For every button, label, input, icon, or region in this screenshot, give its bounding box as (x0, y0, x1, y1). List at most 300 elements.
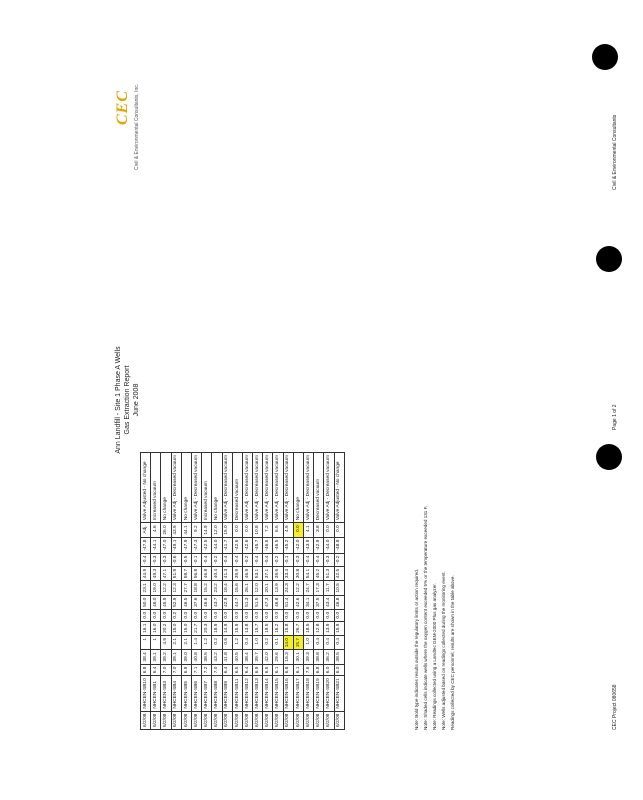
table-cell-e: 0.0 (232, 609, 242, 621)
table-cell-comment: Valve Adj - Decreased vacuum (263, 453, 273, 523)
table-cell-c: 0.4 (324, 635, 334, 649)
table-cell-h: 42.5 (334, 566, 344, 580)
table-cell-well: NHCEN-SB16 (283, 676, 293, 711)
table-cell-i: -0.4 (314, 553, 324, 566)
table-cell-e: 0.0 (283, 609, 293, 621)
table-cell-well: NHCEN-SB13 (253, 676, 263, 711)
table-cell-b: 39.0 (181, 650, 191, 664)
table-cell-h: 47.1 (161, 566, 171, 580)
table-cell-date: 6/2/08 (202, 711, 212, 729)
notes-section (412, 130, 457, 730)
table-cell-d: 12.8 (314, 621, 324, 635)
table-cell-j: -47.9 (181, 537, 191, 553)
table-cell-i: -0.5 (181, 553, 191, 566)
table-cell-i: -0.2 (212, 553, 222, 566)
table-cell-date: 6/2/08 (273, 711, 283, 729)
table-cell-k: Adj. (141, 523, 151, 537)
table-cell-c: 1 (151, 635, 161, 649)
table-cell-a: 6.8 (283, 664, 293, 676)
table-cell-i: -0.1 (191, 553, 201, 566)
table-cell-a: 6.9 (253, 664, 263, 676)
table-cell-b: 40.5 (232, 650, 242, 664)
table-cell-j: -44.0 (212, 537, 222, 553)
footer-project: CEC Project 080658 (612, 684, 618, 730)
table-cell-e: 0.0 (314, 609, 324, 621)
table-cell-e: 0.0 (151, 609, 161, 621)
table-cell-k: 0.0 (293, 523, 303, 537)
table-cell-b: 36.2 (324, 650, 334, 664)
note-line: Note: Bold type indicates results outside the regulatory limits or action required. (414, 568, 419, 730)
table-cell-f: 46.0 (151, 595, 161, 609)
table-cell-date: 6/2/08 (293, 711, 303, 729)
table-cell-e: 0.0 (161, 609, 171, 621)
rotated-document-page (112, 83, 632, 730)
table-cell-a: 6.0 (324, 664, 334, 676)
table-cell-e: 0.2 (171, 609, 181, 621)
table-cell-f: 37.5 (314, 595, 324, 609)
table-cell-well: NHCEN-SB5 (181, 676, 191, 711)
table-cell-comment: Valve Adj - Decreased vacuum (171, 453, 181, 523)
table-cell-e: 0.0 (191, 609, 201, 621)
table-cell-j: -47.3 (191, 537, 201, 553)
table-cell-i: -0.3 (161, 553, 171, 566)
table-cell-a: 6.9 (181, 664, 191, 676)
table-cell-b: 39.7 (253, 650, 263, 664)
table-cell-comment: Valve Adj - Decreased vacuum (191, 453, 201, 523)
table-cell-comment: No change (181, 453, 191, 523)
table-cell-g: 24.7 (304, 581, 314, 595)
table-cell-j: -47.8 (141, 537, 151, 553)
table-cell-j: -42.0 (293, 537, 303, 553)
table-cell-f: 47.3 (263, 595, 273, 609)
table-cell-g: 23.2 (212, 581, 222, 595)
table-cell-date: 6/2/08 (324, 711, 334, 729)
table-cell-d: 19.5 (263, 621, 273, 635)
table-cell-j: -49.1 (171, 537, 181, 553)
table-cell-well: NHCEN-SB14 (263, 676, 273, 711)
table-cell-date: 6/2/08 (161, 711, 171, 729)
table-cell-j: -42.6 (242, 537, 252, 553)
table-cell-b: 40.8 (191, 650, 201, 664)
table-cell-h: 40.4 (212, 566, 222, 580)
table-cell-j: -43.9 (304, 537, 314, 553)
table-cell-d: 20.2 (161, 621, 171, 635)
table-cell-comment: No change (161, 453, 171, 523)
table-cell-d: 16.1 (141, 621, 151, 635)
table-cell-h: 37.1 (263, 566, 273, 580)
table-row (334, 453, 344, 730)
table-cell-f: 46.5 (181, 595, 191, 609)
table-row (222, 453, 232, 730)
table-cell-i: -0.4 (304, 553, 314, 566)
table-cell-j: -44.1 (151, 537, 161, 553)
table-cell-date: 6/2/08 (141, 711, 151, 729)
table-cell-g: 23.1 (141, 581, 151, 595)
table-row (324, 453, 334, 730)
table-cell-a: 7.6 (304, 664, 314, 676)
footer-company: Civil & Environmental Consultants (612, 114, 618, 190)
table-cell-c: 15.7 (293, 635, 303, 649)
table-cell-d: 16.2 (273, 621, 283, 635)
table-cell-b: 38.5 (334, 650, 344, 664)
table-cell-c: 0.1 (273, 635, 283, 649)
table-cell-comment: Decreased vacuum (232, 453, 242, 523)
table-cell-k: 12.0 (212, 523, 222, 537)
table-cell-f: 44.7 (232, 595, 242, 609)
table-cell-well: NHCEN-SB8 (212, 676, 222, 711)
report-title: Ann Landfill - Site 1 Phase A Wells (115, 346, 122, 454)
table-cell-c: 1.0 (304, 635, 314, 649)
table-cell-k: 0.0 (232, 523, 242, 537)
table-cell-comment: Decreased vacuum (314, 453, 324, 523)
table-cell-j: -46.5 (263, 537, 273, 553)
table-cell-b: 30.1 (293, 650, 303, 664)
table-cell-comment: Valve Adj - Decreased vacuum (283, 453, 293, 523)
table-cell-i: -0.2 (334, 553, 344, 566)
table-cell-j: -42.9 (314, 537, 324, 553)
table-cell-h: 53.1 (253, 566, 263, 580)
table-cell-g: 12.0 (253, 581, 263, 595)
table-cell-comment: Valve Adj - Decreased vacuum (324, 453, 334, 523)
table-row (202, 453, 212, 730)
table-cell-a: 6.4 (222, 664, 232, 676)
table-cell-d: 14.9 (222, 621, 232, 635)
table-cell-date: 6/2/08 (253, 711, 263, 729)
table-cell-d: 18.9 (212, 621, 222, 635)
table-cell-e: 0.0 (202, 609, 212, 621)
table-cell-g: 15.2 (202, 581, 212, 595)
table-cell-a: 6.4 (242, 664, 252, 676)
table-cell-b: 16.3 (283, 650, 293, 664)
table-cell-h: 49.3 (151, 566, 161, 580)
table-cell-comment: Valve Adj - Decreased vacuum (222, 453, 232, 523)
table-cell-f: 46.8 (334, 595, 344, 609)
table-cell-date: 6/2/08 (334, 711, 344, 729)
table-cell-h: 51.9 (171, 566, 181, 580)
note-line: Readings collected by CEC personnel; results are shown in the table above. (450, 575, 455, 730)
table-cell-c: 1 (141, 635, 151, 649)
footer-page-number: Page 1 of 2 (612, 404, 618, 430)
company-logo: CEC (114, 89, 131, 125)
table-cell-d: 18.5 (304, 621, 314, 635)
table-cell-f: 43.7 (212, 595, 222, 609)
table-row (161, 453, 171, 730)
table-cell-c: 4.9 (161, 635, 171, 649)
report-subtitle: Gas Extraction Report (124, 365, 131, 435)
table-cell-date: 6/2/08 (232, 711, 242, 729)
table-cell-date: 6/2/08 (222, 711, 232, 729)
table-cell-g: 10.5 (334, 581, 344, 595)
table-cell-well: NHCEN-SB21 (334, 676, 344, 711)
table-cell-e: 0.0 (334, 609, 344, 621)
table-row (191, 453, 201, 730)
table-cell-f: 52.9 (171, 595, 181, 609)
table-cell-k: 0.0 (242, 523, 252, 537)
table-cell-comment: Valve Adjusted - No change (334, 453, 344, 523)
table-cell-h: 46.9 (242, 566, 252, 580)
table-cell-comment: Valve Adj - Decreased vacuum (242, 453, 252, 523)
report-date: June 2008 (133, 383, 140, 417)
table-cell-comment: Increased vacuum (202, 453, 212, 523)
table-cell-e: 0.0 (141, 609, 151, 621)
table-cell-a: 6.4 (151, 664, 161, 676)
table-cell-d: 15.0 (181, 621, 191, 635)
table-cell-well: NHCEN-SB12 (242, 676, 252, 711)
table-cell-well: NHCEN-SB9 (222, 676, 232, 711)
table-cell-g: 27.7 (181, 581, 191, 595)
table-cell-i: -0.3 (324, 553, 334, 566)
table-cell-comment: No change (212, 453, 222, 523)
table-cell-f: 51.5 (253, 595, 263, 609)
table-cell-h: 30.8 (293, 566, 303, 580)
table-cell-date: 6/2/08 (304, 711, 314, 729)
table-cell-g: 20.1 (263, 581, 273, 595)
table-cell-k: 7.2 (263, 523, 273, 537)
punch-hole (592, 44, 618, 70)
table-cell-d: 20.3 (202, 621, 212, 635)
table-cell-date: 6/2/08 (314, 711, 324, 729)
table-cell-f: 51.4 (283, 595, 293, 609)
table-cell-i: -0.4 (253, 553, 263, 566)
table-cell-k: 14.9 (202, 523, 212, 537)
table-cell-c: 0.4 (314, 635, 324, 649)
table-cell-h: 51.3 (324, 566, 334, 580)
table-cell-comment: Valve Adjusted - No change (141, 453, 151, 523)
table-cell-well: NHCEN-SB1 (151, 676, 161, 711)
table-cell-i: -0.6 (171, 553, 181, 566)
table-cell-date: 6/2/08 (181, 711, 191, 729)
table-cell-b: 39.1 (151, 650, 161, 664)
table-cell-a: 6.8 (314, 664, 324, 676)
table-cell-j: -45.7 (253, 537, 263, 553)
table-cell-k: 4.1 (304, 523, 314, 537)
table-cell-comment: Valve Adj - Decreased vacuum (273, 453, 283, 523)
table-row (141, 453, 151, 730)
table-cell-e: 0.0 (304, 609, 314, 621)
gas-extraction-table (140, 452, 345, 730)
table-cell-i: -0.3 (151, 553, 161, 566)
table-cell-c: 2.1 (181, 635, 191, 649)
table-cell-f: 51.3 (242, 595, 252, 609)
table-cell-k: 26.0 (161, 523, 171, 537)
table-cell-c: 1.4 (191, 635, 201, 649)
table-cell-b: 29.6 (273, 650, 283, 664)
table-cell-f: 46.6 (202, 595, 212, 609)
table-cell-date: 6/2/08 (283, 711, 293, 729)
table-cell-f: 45.9 (161, 595, 171, 609)
table-cell-i: -0.1 (283, 553, 293, 566)
table-cell-d: 13.8 (242, 621, 252, 635)
table-cell-h: 46.8 (202, 566, 212, 580)
table-cell-well: NHCEN-SB7 (202, 676, 212, 711)
table-cell-d: 21.7 (191, 621, 201, 635)
table-cell-e: 0.0 (212, 609, 222, 621)
table-cell-e: 0.0 (242, 609, 252, 621)
table-cell-i: -0.4 (222, 553, 232, 566)
table-cell-c: 1.0 (253, 635, 263, 649)
table-row (151, 453, 161, 730)
table-cell-k: 0.0 (324, 523, 334, 537)
table-row (273, 453, 283, 730)
table-row (293, 453, 303, 730)
table-cell-k: 0.0 (334, 523, 344, 537)
note-line: Note: Wells adjusted based on readings collected during the monitoring event. (441, 571, 446, 730)
table-cell-g: 17.3 (314, 581, 324, 595)
table-cell-b: 43.2 (212, 650, 222, 664)
table-cell-j: -42.5 (202, 537, 212, 553)
table-cell-well: NHCEN-SB15 (273, 676, 283, 711)
table-row (232, 453, 242, 730)
table-cell-well: NHCEN-SB20 (324, 676, 334, 711)
table-cell-g: 16.4 (222, 581, 232, 595)
table-cell-h: 54.1 (304, 566, 314, 580)
note-line: Note: Shaded cells indicate wells where the oxygen content exceeded 5% or the temperature exceeded 131 F. (423, 505, 428, 730)
table-cell-e: 0.0 (324, 609, 334, 621)
table-cell-j: -47.0 (161, 537, 171, 553)
table-cell-b: 39.2 (161, 650, 171, 664)
table-cell-a: 7.1 (191, 664, 201, 676)
table-cell-date: 6/2/08 (242, 711, 252, 729)
table-cell-h: 33.4 (283, 566, 293, 580)
table-cell-f: 42.6 (293, 595, 303, 609)
table-cell-e: 0.0 (263, 609, 273, 621)
table-cell-h: 41.3 (222, 566, 232, 580)
table-cell-a: 7.0 (171, 664, 181, 676)
table-cell-e: 0.0 (181, 609, 191, 621)
table-cell-g: 19.0 (151, 581, 161, 595)
table-cell-h: 39.6 (273, 566, 283, 580)
table-cell-f: 43.4 (324, 595, 334, 609)
table-cell-a: 6.5 (232, 664, 242, 676)
table-cell-h: 44.9 (141, 566, 151, 580)
table-cell-date: 6/2/08 (191, 711, 201, 729)
table-cell-i: -0.3 (293, 553, 303, 566)
table-cell-e: 0.0 (273, 609, 283, 621)
table-cell-d: 15.8 (283, 621, 293, 635)
table-cell-k: 9.2 (191, 523, 201, 537)
table-cell-a: 6.1 (293, 664, 303, 676)
table-cell-g: 26.1 (242, 581, 252, 595)
table-cell-date: 6/2/08 (212, 711, 222, 729)
table-cell-well: NHCEN-SB18 (304, 676, 314, 711)
table-row (283, 453, 293, 730)
table-cell-well: NHCEN-SB19 (314, 676, 324, 711)
table-cell-a: 6.5 (263, 664, 273, 676)
table-cell-a: 6.1 (273, 664, 283, 676)
table-cell-comment: Increased vacuum (151, 453, 161, 523)
table-cell-d: 15.0 (171, 621, 181, 635)
table-cell-b: 39.3 (304, 650, 314, 664)
report-header (114, 310, 141, 490)
table-cell-comment: No change (293, 453, 303, 523)
table-cell-j: -48.8 (334, 537, 344, 553)
table-cell-k: 4.9 (283, 523, 293, 537)
table-cell-a: 6.8 (141, 664, 151, 676)
table-cell-b: 41.8 (222, 650, 232, 664)
table-cell-f: 34.1 (304, 595, 314, 609)
table-cell-comment: Valve Adj - Decreased vacuum (253, 453, 263, 523)
table-cell-h: 56.8 (191, 566, 201, 580)
table-cell-well: NHCEN-SB3 (161, 676, 171, 711)
table-cell-a: 7.2 (202, 664, 212, 676)
table-cell-well: NHCEN-SB10 (141, 676, 151, 711)
table-cell-g: 24.3 (283, 581, 293, 595)
table-cell-c: 0.6 (222, 635, 232, 649)
table-cell-k: 4.6 (151, 523, 161, 537)
table-cell-k: 10.8 (253, 523, 263, 537)
table-cell-c: 1.2 (202, 635, 212, 649)
table-row (253, 453, 263, 730)
table-cell-c: 0.4 (242, 635, 252, 649)
table-cell-k: 43.9 (171, 523, 181, 537)
table-cell-g: 18.8 (191, 581, 201, 595)
table-row (304, 453, 314, 730)
table-cell-k: 44.1 (181, 523, 191, 537)
table-row (212, 453, 222, 730)
table-cell-h: 45.2 (314, 566, 324, 580)
table-cell-g: 13.9 (273, 581, 283, 595)
table-cell-j: -44.0 (324, 537, 334, 553)
table-cell-c: 0.2 (212, 635, 222, 649)
table-row (171, 453, 181, 730)
table-cell-g: 12.2 (161, 581, 171, 595)
company-tagline: Civil & Environmental Consultants, Inc. (134, 83, 140, 170)
table-cell-c: 2.1 (171, 635, 181, 649)
table-cell-g: 12.3 (171, 581, 181, 595)
table-cell-d: 13.9 (324, 621, 334, 635)
table-row (181, 453, 191, 730)
table-cell-f: 37.6 (191, 595, 201, 609)
table-cell-k: 15.0 (222, 523, 232, 537)
table-cell-well: NHCEN-SB11 (232, 676, 242, 711)
table-cell-e: 0.0 (293, 609, 303, 621)
table-cell-j: -41.7 (222, 537, 232, 553)
table-cell-d: 16.0 (151, 621, 161, 635)
table-cell-f: 50.0 (141, 595, 151, 609)
table-cell-d: 15.9 (334, 621, 344, 635)
table-cell-b: 38.4 (141, 650, 151, 664)
table-cell-date: 6/2/08 (151, 711, 161, 729)
table-cell-d: 26.7 (293, 621, 303, 635)
table-row (242, 453, 252, 730)
table-cell-i: -0.4 (202, 553, 212, 566)
table-cell-date: 6/2/08 (263, 711, 273, 729)
table-cell-d: 15.9 (232, 621, 242, 635)
table-cell-i: -0.4 (263, 553, 273, 566)
table-cell-j: -46.5 (273, 537, 283, 553)
table-cell-j: -42.6 (232, 537, 242, 553)
table-cell-b: 42.0 (263, 650, 273, 664)
table-cell-a: 7.0 (161, 664, 171, 676)
table-cell-well: NHCEN-SB4 (171, 676, 181, 711)
table-cell-c: 0.2 (263, 635, 273, 649)
table-cell-g: 15.6 (232, 581, 242, 595)
table-cell-i: -0.2 (273, 553, 283, 566)
table-cell-well: NHCEN-SB17 (293, 676, 303, 711)
table-cell-b: 39.1 (171, 650, 181, 664)
table-cell-well: NHCEN-SB6 (191, 676, 201, 711)
table-cell-g: 12.2 (293, 581, 303, 595)
table-cell-i: -0.4 (232, 553, 242, 566)
table-cell-a: 7.0 (212, 664, 222, 676)
table-cell-a: 6.0 (334, 664, 344, 676)
table-cell-e: 0.0 (222, 609, 232, 621)
table-cell-c: 14.0 (283, 635, 293, 649)
table-cell-b: 38.8 (314, 650, 324, 664)
table-cell-g: 11.7 (324, 581, 334, 595)
table-cell-j: -45.2 (283, 537, 293, 553)
table-cell-b: 38.5 (202, 650, 212, 664)
